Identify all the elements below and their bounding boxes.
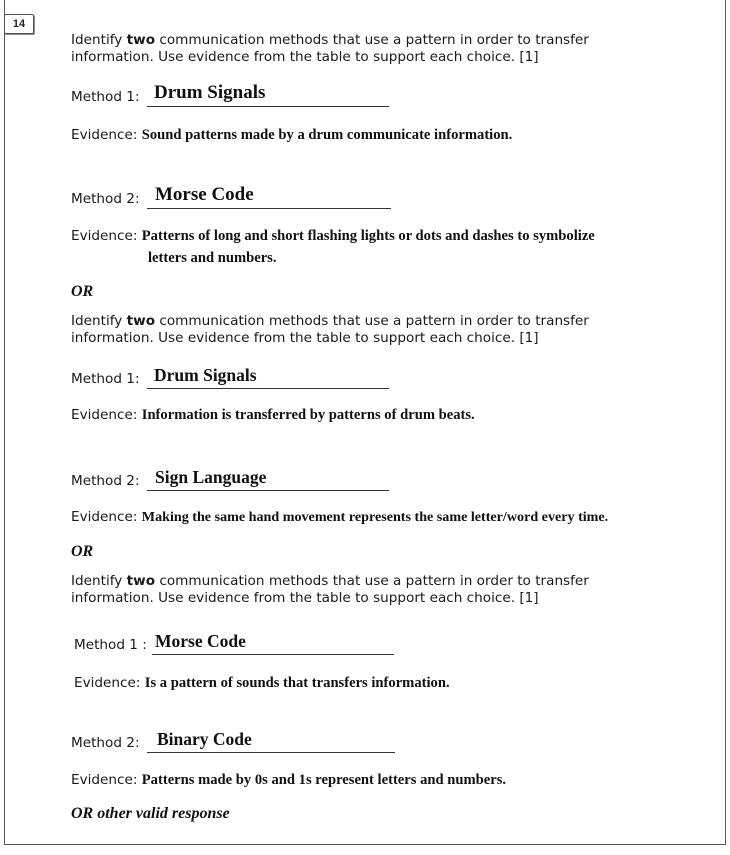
or-separator: OR (71, 543, 94, 560)
method-answer: Binary Code (157, 729, 252, 749)
prompt-text: Identify (71, 32, 127, 48)
prompt-bold-word: two (126, 573, 156, 589)
evidence-label: Evidence: (71, 407, 138, 423)
evidence-text: Making the same hand movement represents the same letter/word every time. (141, 509, 609, 525)
evidence-row (71, 509, 721, 526)
evidence-row (71, 228, 711, 272)
question-number-badge: 14 (4, 14, 34, 34)
method-answer: Morse Code (155, 631, 246, 651)
evidence-text: Patterns of long and short flashing lights or dots and dashes to symbolize (141, 228, 595, 244)
prompt-text: information. Use evidence from the table to support each choice. [1] (71, 49, 539, 65)
prompt-bold-word: two (126, 32, 156, 48)
method-label: Method 1: (71, 89, 140, 105)
prompt-text: communication methods that use a pattern in order to transfer (155, 313, 589, 329)
evidence-row (71, 407, 711, 424)
method-answer: Morse Code (155, 184, 254, 205)
evidence-text: Information is transferred by patterns of drum beats. (141, 407, 475, 423)
final-or-note: OR other valid response (71, 805, 230, 822)
evidence-row (71, 127, 711, 144)
evidence-text: Patterns made by 0s and 1s represent letters and numbers. (141, 772, 507, 788)
question-prompt-3 (71, 573, 671, 607)
evidence-row (71, 772, 711, 789)
prompt-text: Identify (71, 573, 127, 589)
question-prompt-1 (71, 32, 671, 66)
evidence-label: Evidence: (71, 228, 138, 244)
evidence-label: Evidence: (71, 772, 138, 788)
prompt-text: information. Use evidence from the table to support each choice. [1] (71, 590, 539, 606)
prompt-bold-word: two (126, 313, 156, 329)
method-label: Method 2: (71, 191, 140, 207)
or-separator: OR (71, 283, 94, 300)
method-answer: Drum Signals (154, 365, 257, 385)
method-label: Method 2: (71, 473, 140, 489)
prompt-text: information. Use evidence from the table to support each choice. [1] (71, 330, 539, 346)
method-answer: Drum Signals (154, 82, 266, 103)
evidence-text: Is a pattern of sounds that transfers information. (144, 675, 450, 691)
prompt-text: Identify (71, 313, 127, 329)
method-label: Method 2: (71, 735, 140, 751)
evidence-label: Evidence: (71, 127, 138, 143)
method-label: Method 1 : (74, 637, 147, 653)
evidence-label: Evidence: (71, 509, 138, 525)
evidence-label: Evidence: (74, 675, 141, 691)
method-label: Method 1: (71, 371, 140, 387)
evidence-row (74, 675, 714, 692)
prompt-text: communication methods that use a pattern in order to transfer (155, 573, 589, 589)
prompt-text: communication methods that use a pattern in order to transfer (155, 32, 589, 48)
evidence-text-continued: letters and numbers. (148, 250, 277, 266)
evidence-text: Sound patterns made by a drum communicate information. (141, 127, 513, 143)
question-prompt-2 (71, 313, 671, 347)
method-answer: Sign Language (155, 467, 267, 487)
